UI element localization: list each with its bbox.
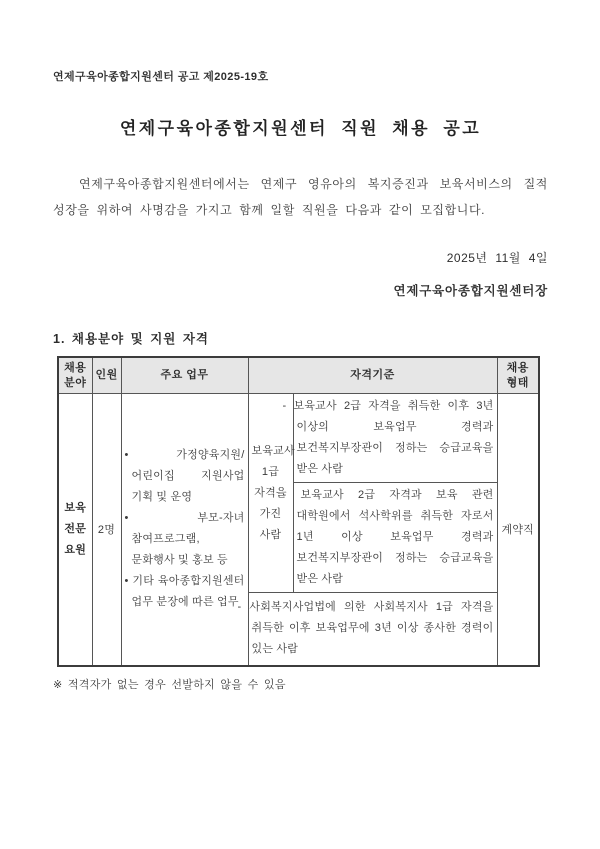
intro-paragraph: 연제구육아종합지원센터에서는 연제구 영유아의 복지증진과 보육서비스의 질적 성장을 위하여 사명감을 가지고 함께 일할 직원을 다음과 같이 모집합니다.: [53, 177, 548, 217]
cell-duties: [121, 394, 248, 666]
duty-item: • 부모-자녀 참여프로그램, 문화행사 및 홍보 등: [124, 512, 245, 567]
header-field: 채용 분야: [58, 357, 92, 394]
cell-criteria-group-label: 보육교사 1급 자격을 가진 사람: [248, 394, 293, 593]
cell-count: 2명: [92, 394, 121, 666]
page-title: 연제구육아종합지원센터 직원 채용 공고: [119, 119, 482, 138]
doc-date: 2025년 11월 4일: [446, 251, 548, 265]
table-row: [58, 394, 539, 483]
footnote: ※ 적격자가 없는 경우 선발하지 않을 수 있음: [53, 678, 286, 691]
doc-signer: 연제구육아종합지원센터장: [393, 284, 548, 298]
cell-criteria-2: - 보육교사 2급 자격과 보육 관련 대학원에서 석사학위를 취득한 자로서 1년 이상 보육업무 경력과 보건복지부장관이 정하는 승급교육을 받은 사람: [293, 483, 497, 593]
header-count: 인원: [92, 357, 121, 394]
cell-field: 보육 전문 요원: [58, 394, 92, 666]
header-criteria: 자격기준: [248, 357, 497, 394]
duty-item: • 가정양육지원/ 어린이집 지원사업 기획 및 운영: [124, 449, 245, 504]
duty-item: • 기타 육아종합지원센터 업무 분장에 따른 업무: [124, 575, 245, 609]
cell-criteria-3: - 사회복지사업법에 의한 사회복지사 1급 자격을 취득한 이후 보육업무에 3년 이상 종사한 경력이 있는 사람: [248, 593, 497, 666]
section-heading-recruit-field: 1. 채용분야 및 지원 자격: [53, 332, 209, 346]
table-header-row: [58, 357, 539, 394]
header-type: 채용 형태: [497, 357, 539, 394]
header-duties: 주요 업무: [121, 357, 248, 394]
recruit-table: [57, 356, 540, 667]
doc-number: 연제구육아종합지원센터 공고 제2025-19호: [53, 71, 269, 83]
cell-criteria-1: - 보육교사 2급 자격을 취득한 이후 3년 이상의 보육업무 경력과 보건복지부장관이 정하는 승급교육을 받은 사람: [293, 394, 497, 483]
cell-employment-type: 계약직: [497, 394, 539, 666]
